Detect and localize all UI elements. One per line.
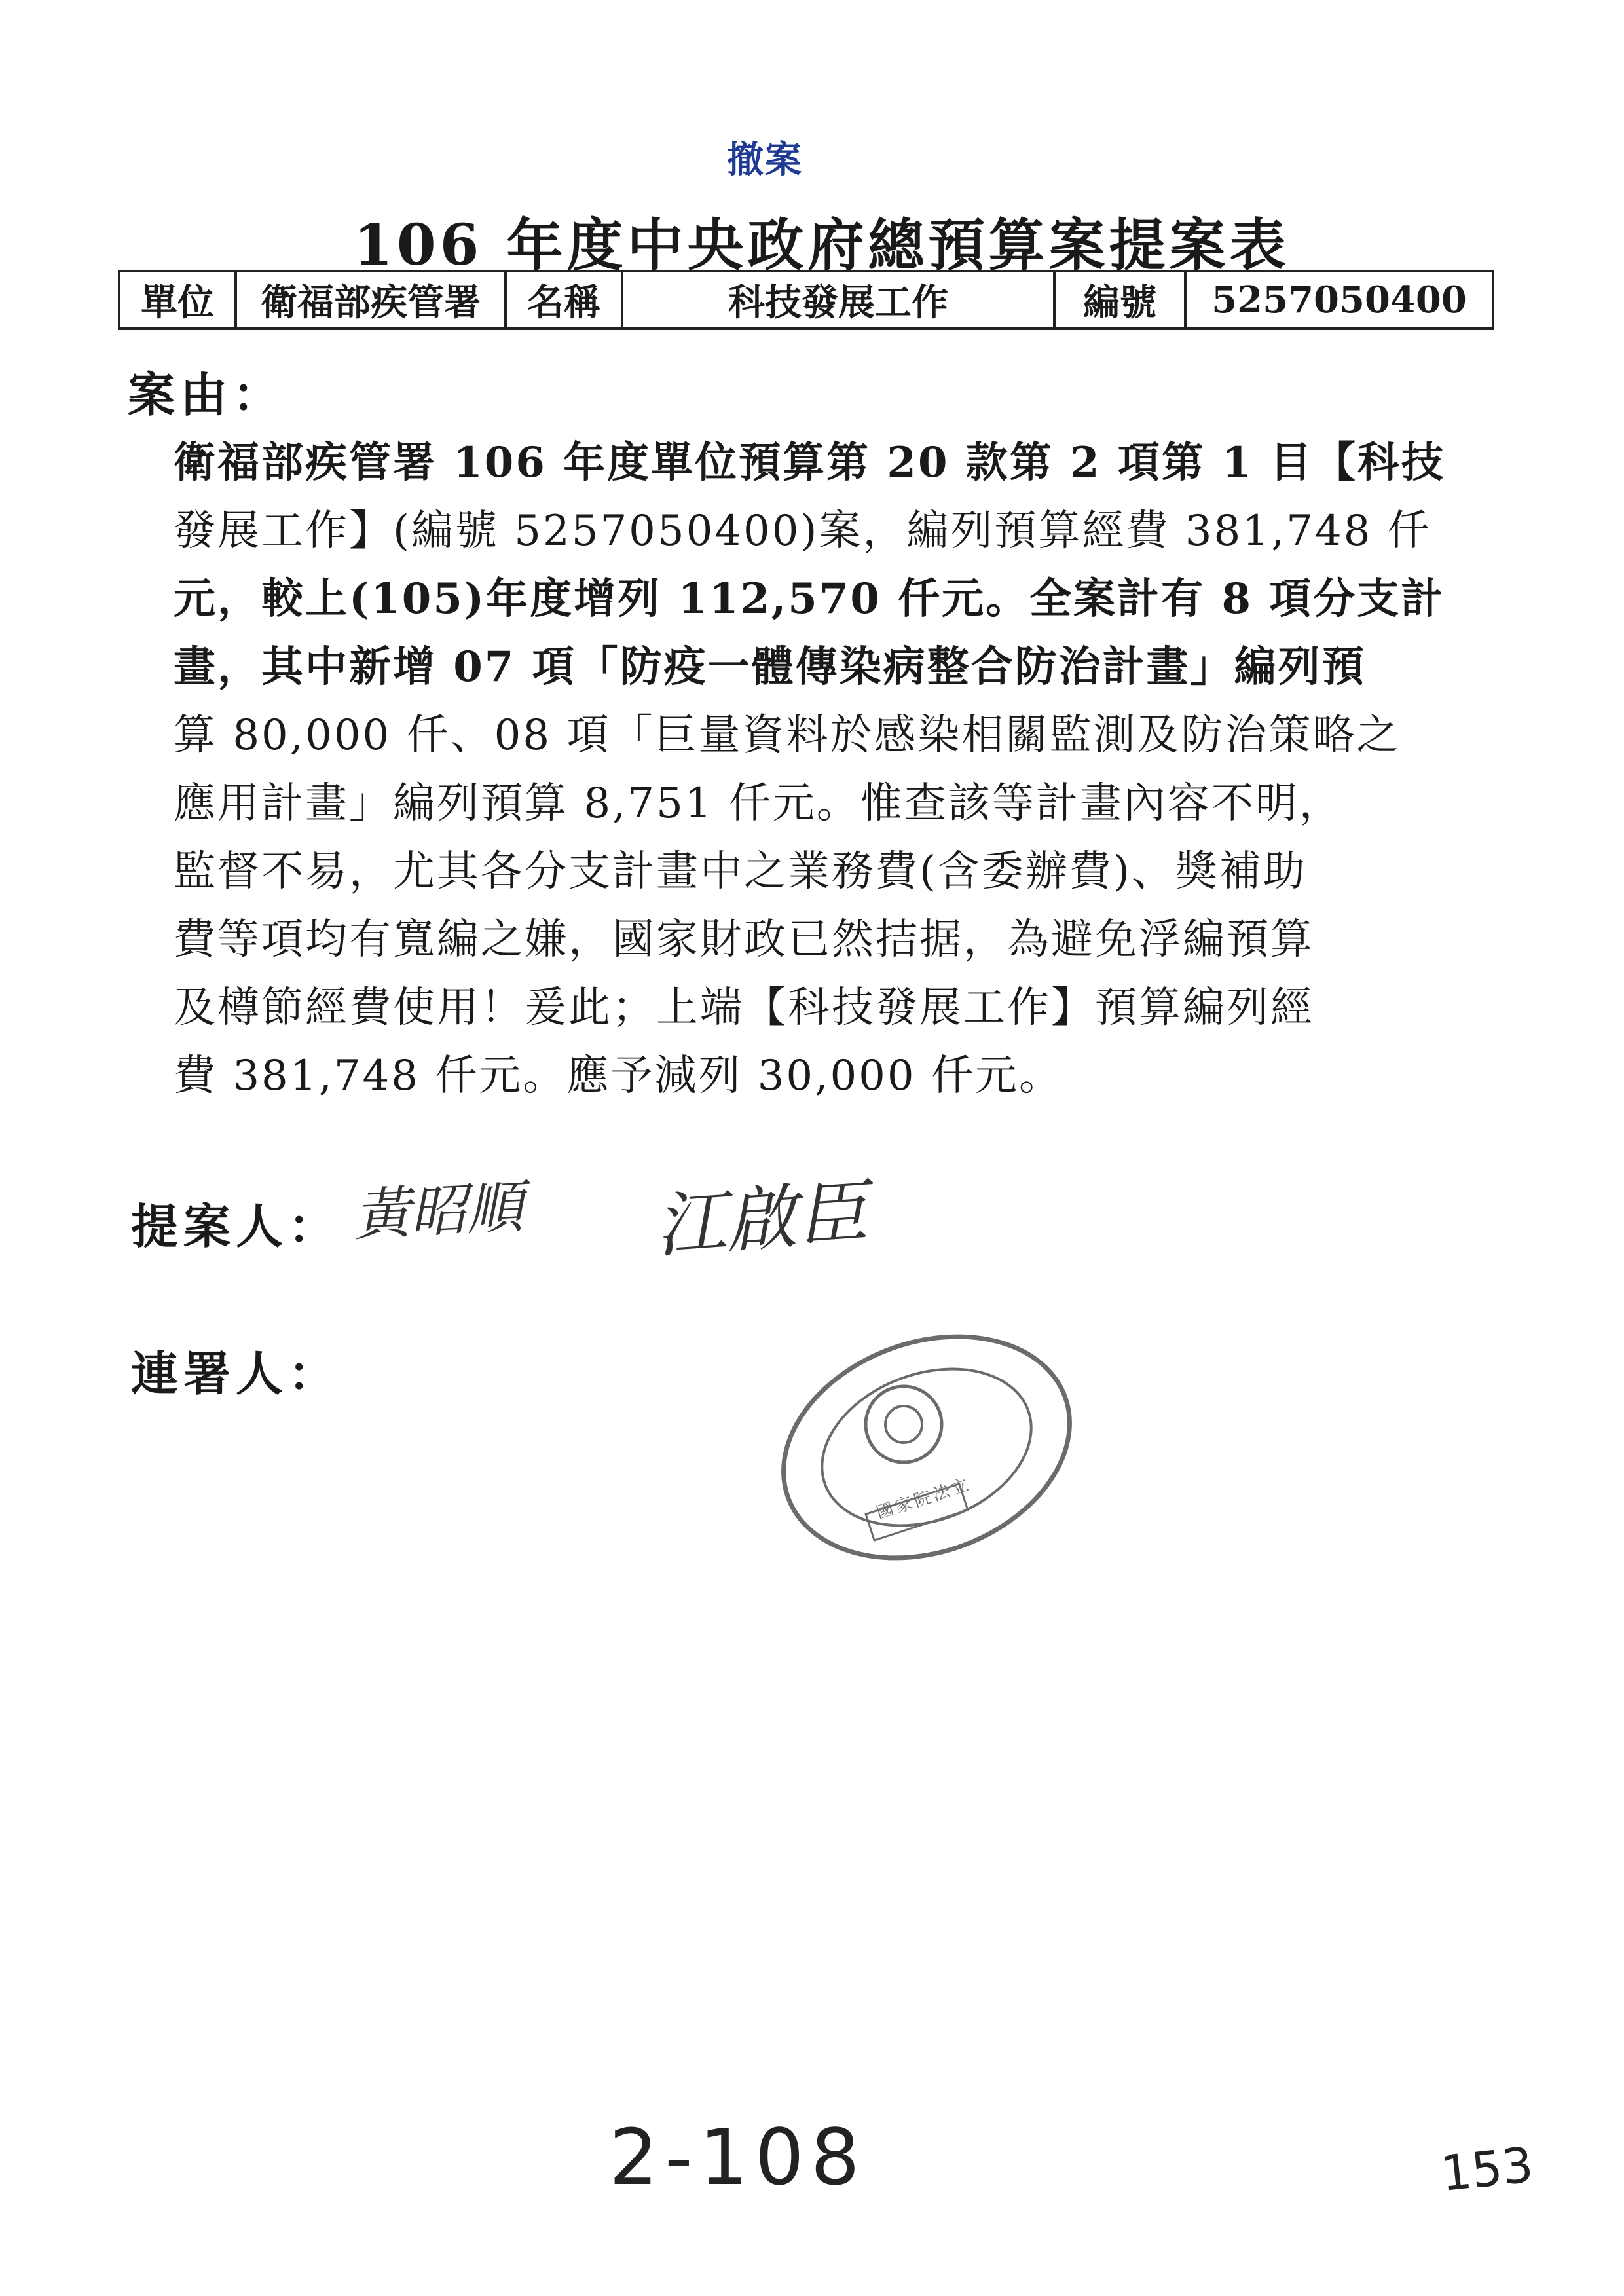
reason-line: 發展工作】(編號 5257050400)案，編列預算經費 381,748 仟 [174,507,1431,555]
handwritten-sheet-number: 153 [1437,2136,1536,2203]
reason-line: 應用計畫」編列預算 8,751 仟元。惟查該等計畫內容不明， [174,779,1343,828]
unit-value: 衛福部疾管署 [236,271,506,329]
reason-line: 衛福部疾管署 106 年度單位預算第 20 款第 2 項第 1 目【科技 [174,438,1445,487]
withdrawn-stamp-note: 撤案 [727,139,803,181]
reason-line: 費 381,748 仟元。應予減列 30,000 仟元。 [174,1052,1063,1100]
reason-line: 及樽節經費使用！爰此；上端【科技發展工作】預算編列經 [174,984,1314,1032]
proposer-label: 提案人： [131,1198,341,1254]
reason-line: 費等項均有寬編之嫌，國家財政已然拮据，為避免浮編預算 [174,916,1314,964]
reason-line: 元，較上(105)年度增列 112,570 仟元。全案計有 8 項分支計 [174,574,1445,623]
reason-line: 監督不易，尤其各分支計畫中之業務費(含委辦費)、獎補助 [174,847,1307,896]
proposer-signature-1: 黃昭順 [352,1174,525,1249]
unit-label: 單位 [119,271,236,329]
proposer-signature-2: 江啟臣 [652,1171,870,1268]
cosigner-label: 連署人： [131,1346,341,1401]
name-label: 名稱 [506,271,622,329]
reason-body [174,429,1490,1110]
reason-line: 算 80,000 仟、08 項「巨量資料於感染相關監測及防治策略之 [174,711,1401,760]
code-value: 5257050400 [1185,271,1493,329]
seal-text: 國家院法立 [874,1474,974,1524]
name-value: 科技發展工作 [622,271,1054,329]
handwritten-page-number: 2-108 [609,2112,866,2202]
reason-label: 案由： [128,367,286,422]
code-label: 編號 [1054,271,1185,329]
document-title: 106 年度中央政府總預算案提案表 [354,212,1290,278]
header-table [118,270,1494,330]
legislative-yuan-seal [769,1323,1084,1565]
reason-line: 畫，其中新增 07 項「防疫一體傳染病整合防治計畫」編列預 [174,642,1366,692]
